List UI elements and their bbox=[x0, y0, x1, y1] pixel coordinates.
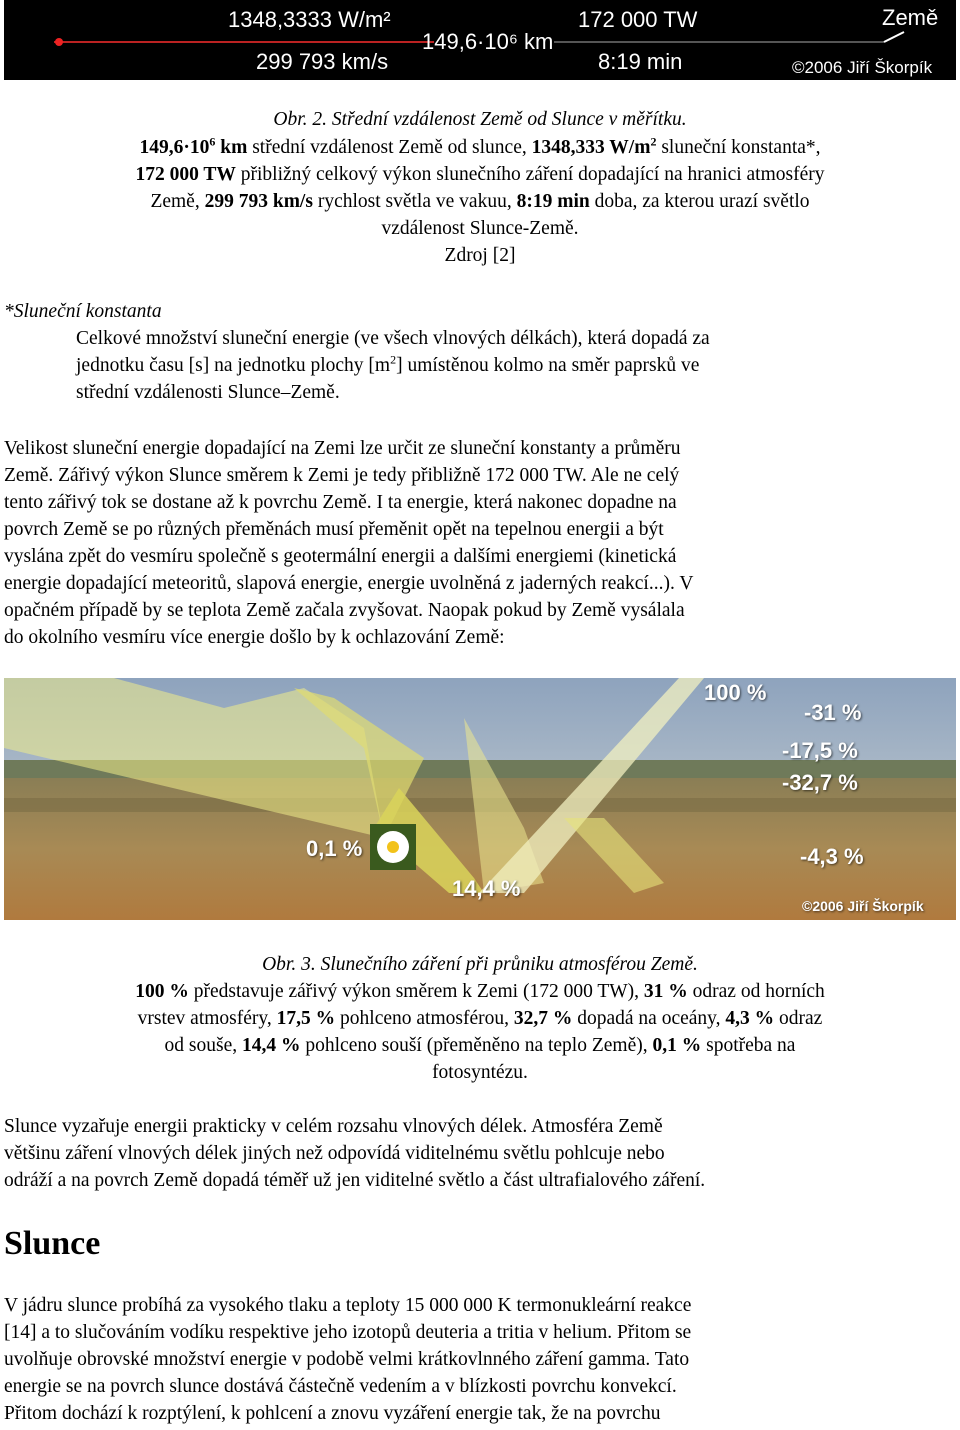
definition-text bbox=[76, 325, 936, 406]
definition-line3: střední vzdálenosti Slunce–Země. bbox=[76, 382, 340, 403]
percent-31: 31 % bbox=[643, 981, 688, 1002]
fig2-caption-line3 bbox=[0, 188, 960, 215]
earth-word: Země, bbox=[150, 191, 205, 212]
paragraph-line: Země. Zářivý výkon Slunce směrem k Zemi je tedy přibližně 172 000 TW. Ale ne celý bbox=[4, 465, 680, 486]
paragraph-line: povrch Země se po různých přeměnách musí přeměnit opět na tepelnou energii a být bbox=[4, 519, 664, 540]
paragraph-line: Slunce vyzařuje energii prakticky v celém rozsahu vlnových délek. Atmosféra Země bbox=[4, 1116, 663, 1137]
caption-text: odraz bbox=[774, 1008, 823, 1029]
paragraph-line: odráží a na povrch Země dopadá téměř už jen viditelné světlo a část ultrafialového záření. bbox=[4, 1170, 706, 1191]
paragraph-line: Přitom dochází k rozptýlení, k pohlcení a znovu vyzáření energie tak, že na povrchu bbox=[4, 1403, 661, 1424]
label-minus-4-3: -4,3 % bbox=[800, 844, 864, 869]
paragraph-line: většinu záření vlnových délek jiných než odpovídá viditelnému světlu pohlcuje nebo bbox=[4, 1143, 665, 1164]
irradiance-value: 1348,3333 W/m² bbox=[228, 7, 391, 32]
paragraph-line: [14] a to slučováním vodíku respektive jeho izotopů deuteria a tritia v helium. Přitom se bbox=[4, 1322, 692, 1343]
fig3-caption-line2 bbox=[0, 1005, 960, 1032]
paragraph-line: uvolňuje obrovské množství energie v podobě velmi krátkovlnného záření gamma. Tato bbox=[4, 1349, 690, 1370]
definition-line2-a: jednotku času [s] na jednotku plochy [m bbox=[76, 355, 391, 376]
paragraph-line: energie dopadající meteoritů, slapová energie, energie uvolněná z jaderných reakcí...). V bbox=[4, 573, 694, 594]
paragraph-spectrum bbox=[4, 1113, 956, 1194]
paragraph-line: do okolního vesmíru více energie došlo by k ochlazování Země: bbox=[4, 627, 505, 648]
earth-label: Země bbox=[882, 5, 939, 30]
light-speed-value: 299 793 km/s bbox=[256, 49, 389, 74]
fig2-caption-line2 bbox=[0, 161, 960, 188]
speed-bold: 299 793 km/s bbox=[204, 191, 313, 212]
distance-bold: 149,6·10 bbox=[139, 137, 210, 158]
caption-text: představuje zářivý výkon směrem k Zemi (172 000 TW), bbox=[188, 981, 644, 1002]
paragraph-line: V jádru slunce probíhá za vysokého tlaku a teploty 15 000 000 K termonukleární reakce bbox=[4, 1295, 692, 1316]
caption-text: odraz od horních bbox=[687, 981, 825, 1002]
sun-marker bbox=[55, 38, 63, 46]
distance-desc: střední vzdálenost Země od slunce, bbox=[247, 137, 532, 158]
constant-exponent: 2 bbox=[650, 134, 657, 149]
power-value: 172 000 TW bbox=[578, 7, 698, 32]
percent-32-7: 32,7 % bbox=[513, 1008, 573, 1029]
section-heading: Slunce bbox=[4, 1225, 101, 1262]
radiation-figure bbox=[4, 678, 956, 920]
banner-credit: ©2006 Jiří Škorpík bbox=[792, 58, 933, 77]
definition-term: *Sluneční konstanta bbox=[4, 301, 162, 322]
percent-17-5: 17,5 % bbox=[276, 1008, 336, 1029]
caption-text: dopadá na oceány, bbox=[572, 1008, 726, 1029]
paragraph-line: opačném případě by se teplota Země začala zvyšovat. Naopak pokud by Země vysálala bbox=[4, 600, 685, 621]
caption-text: od souše, bbox=[164, 1035, 242, 1056]
paragraph-line: vyslána zpět do vesmíru společně s geotermální energii a dalšími energiemi (kinetická bbox=[4, 546, 677, 567]
distance-value: 149,6·10⁶ km bbox=[422, 29, 554, 54]
label-minus-31: -31 % bbox=[804, 700, 862, 725]
definition-line1: Celkové množství sluneční energie (ve všech vlnových délkách), která dopadá za bbox=[76, 328, 710, 349]
definition-exponent: 2 bbox=[390, 352, 397, 367]
travel-time-value: 8:19 min bbox=[598, 49, 683, 74]
speed-desc: rychlost světla ve vakuu, bbox=[312, 191, 517, 212]
paragraph-sun-core bbox=[4, 1292, 956, 1427]
label-0-1: 0,1 % bbox=[306, 836, 363, 861]
constant-desc: sluneční konstanta*, bbox=[656, 137, 821, 158]
paragraph-line: Velikost sluneční energie dopadající na Zemi lze určit ze sluneční konstanty a průměru bbox=[4, 438, 681, 459]
distance-unit: km bbox=[215, 137, 248, 158]
fig2-caption-line4: vzdálenost Slunce-Země. bbox=[381, 218, 579, 239]
figure-credit: ©2006 Jiří Škorpík bbox=[802, 898, 924, 914]
percent-0-1: 0,1 % bbox=[652, 1035, 702, 1056]
label-14-4: 14,4 % bbox=[452, 876, 521, 901]
power-desc: přibližný celkový výkon slunečního záření dopadající na hranici atmosféry bbox=[235, 164, 825, 185]
fig3-caption-line3 bbox=[0, 1032, 960, 1059]
paragraph-line: energie se na povrch slunce dostává částečně vedením a v blízkosti povrchu konvekcí. bbox=[4, 1376, 677, 1397]
time-bold: 8:19 min bbox=[516, 191, 590, 212]
power-bold: 172 000 TW bbox=[135, 164, 236, 185]
fig3-caption-line1 bbox=[0, 978, 960, 1005]
fig2-caption-title: Obr. 2. Střední vzdálenost Země od Slunce v měřítku. bbox=[273, 109, 687, 130]
time-desc: doba, za kterou urazí světlo bbox=[589, 191, 810, 212]
percent-4-3: 4,3 % bbox=[725, 1008, 775, 1029]
caption-text: vrstev atmosféry, bbox=[137, 1008, 277, 1029]
daisy-center bbox=[387, 841, 399, 853]
caption-text: spotřeba na bbox=[701, 1035, 796, 1056]
banner-figure bbox=[4, 0, 956, 80]
paragraph-energy-balance bbox=[4, 435, 956, 651]
definition-line2-b: ] umístěnou kolmo na směr paprsků ve bbox=[396, 355, 700, 376]
paragraph-line: tento zářivý tok se dostane až k povrchu Země. I ta energie, která nakonec dopadne na bbox=[4, 492, 677, 513]
definition-line2 bbox=[76, 352, 936, 379]
label-minus-32-7: -32,7 % bbox=[782, 770, 858, 795]
percent-100: 100 % bbox=[135, 981, 189, 1002]
label-minus-17-5: -17,5 % bbox=[782, 738, 858, 763]
label-100: 100 % bbox=[704, 680, 767, 705]
earth-pointer bbox=[884, 32, 904, 42]
distance-exponent: 6 bbox=[209, 134, 216, 149]
percent-14-4: 14,4 % bbox=[242, 1035, 301, 1056]
caption-text: pohlceno atmosférou, bbox=[335, 1008, 514, 1029]
caption-text: pohlceno souší (přeměněno na teplo Země), bbox=[300, 1035, 653, 1056]
fig3-caption-line4: fotosyntézu. bbox=[432, 1062, 528, 1083]
constant-bold: 1348,333 W/m bbox=[531, 137, 651, 158]
fig2-caption-line1 bbox=[0, 134, 960, 161]
fig2-source: Zdroj [2] bbox=[444, 245, 516, 266]
fig3-caption-title: Obr. 3. Slunečního záření při průniku atmosférou Země. bbox=[262, 954, 698, 975]
